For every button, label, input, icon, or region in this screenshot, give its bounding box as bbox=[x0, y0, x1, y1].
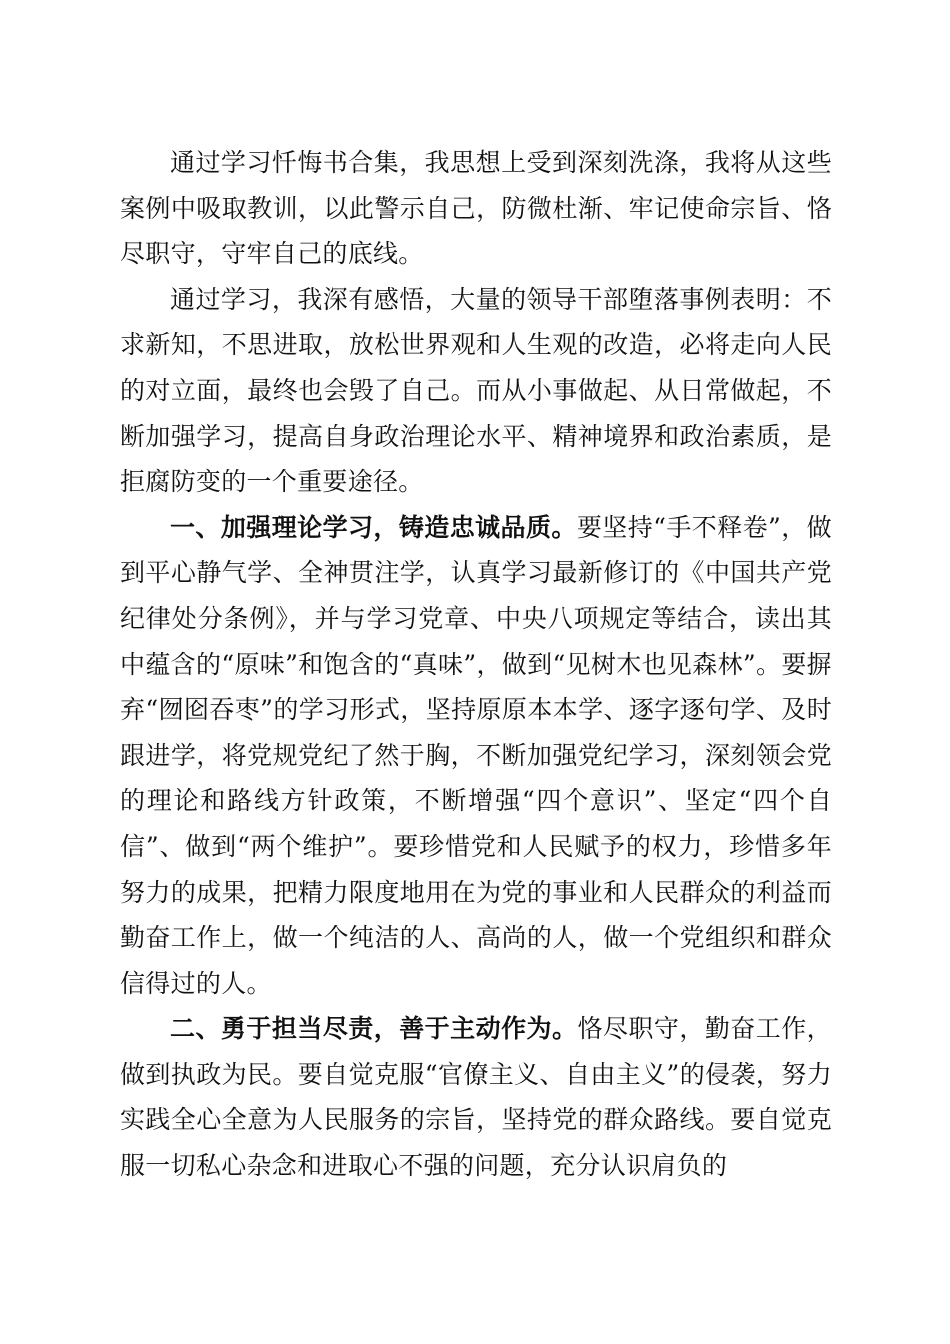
paragraph-text: 要坚持“手不释卷”，做到平心静气学、全神贯注学，认真学习最新修订的《中国共产党纪律处分条例》，并与学习党章、中央八项规定等结合，读出其中蕴含的“原味”和饱含的“真味”，做到“见树木也见森林”。要摒弃“囫囵吞枣”的学习形式，坚持原原本本学、逐字逐句学、及时跟进学，将党规党纪了然于胸，不断加强党纪学习，深刻领会党的理论和路线方针政策，不断增强“四个意识”、坚定“四个自信”、做到“两个维护”。要珍惜党和人民赋予的权力，珍惜多年努力的成果，把精力限度地用在为党的事业和人民群众的利益而勤奋工作上，做一个纯洁的人、高尚的人，做一个党组织和群众信得过的人。 bbox=[120, 512, 832, 998]
paragraph-text: 恪尽职守，勤奋工作，做到执政为民。要自觉克服“官僚主义、自由主义”的侵袭，努力实践全心全意为人民服务的宗旨，坚持党的群众路线。要自觉克服一切私心杂念和进取心不强的问题，充分认识肩负的 bbox=[120, 1014, 832, 1181]
paragraph-section-two bbox=[120, 1006, 832, 1188]
paragraph-reflection-intro bbox=[120, 140, 832, 277]
section-heading: 一、加强理论学习，铸造忠诚品质。 bbox=[170, 512, 577, 542]
paragraph-text: 通过学习忏悔书合集，我思想上受到深刻洗涤，我将从这些案例中吸取教训，以此警示自己，防微杜渐、牢记使命宗旨、恪尽职守，守牢自己的底线。 bbox=[120, 148, 832, 269]
paragraph-section-one bbox=[120, 505, 832, 1007]
paragraph-learning-insight bbox=[120, 277, 832, 505]
section-heading: 二、勇于担当尽责，善于主动作为。 bbox=[170, 1014, 578, 1044]
document-page bbox=[120, 140, 832, 1189]
paragraph-text: 通过学习，我深有感悟，大量的领导干部堕落事例表明：不求新知，不思进取，放松世界观和人生观的改造，必将走向人民的对立面，最终也会毁了自己。而从小事做起、从日常做起，不断加强学习，提高自身政治理论水平、精神境界和政治素质，是拒腐防变的一个重要途径。 bbox=[120, 284, 832, 497]
